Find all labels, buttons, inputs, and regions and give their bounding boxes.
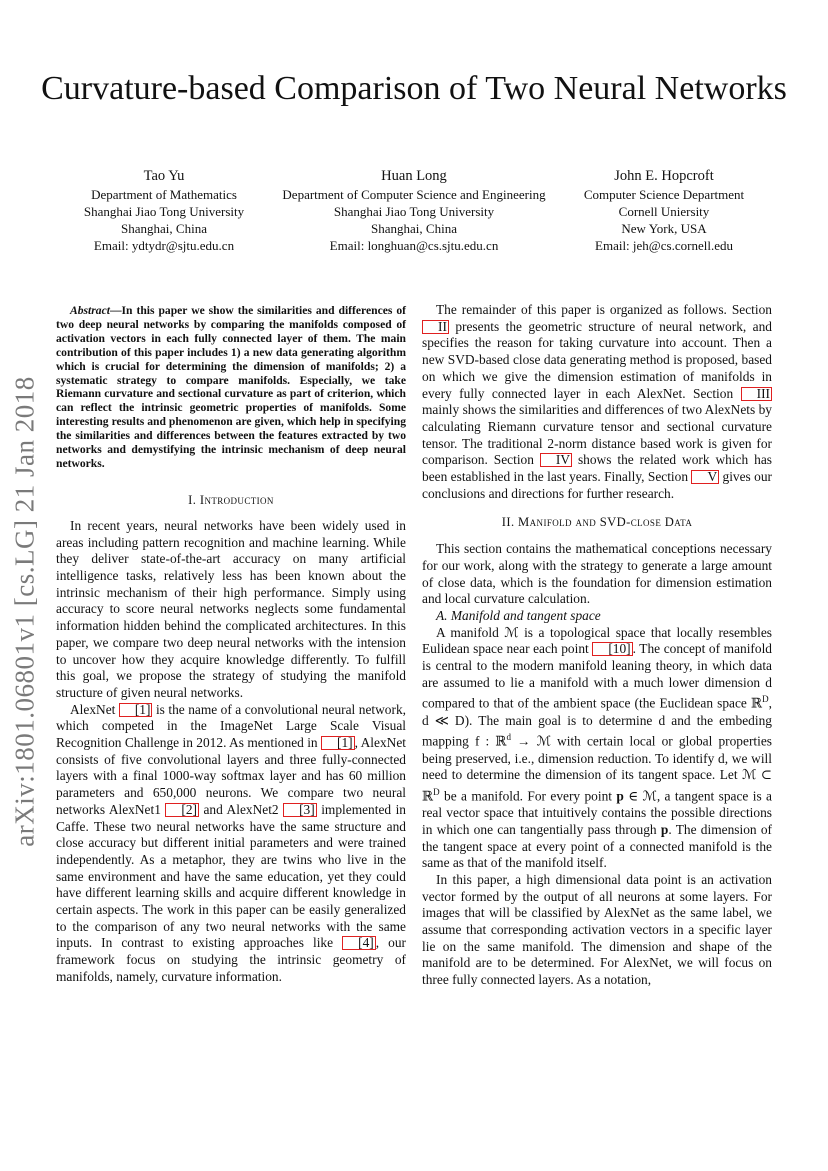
abstract-lead: Abstract xyxy=(70,304,110,317)
author-block-2 xyxy=(264,166,564,254)
author-org: Shanghai Jiao Tong University xyxy=(333,204,495,219)
subsection-heading: A. Manifold and tangent space xyxy=(436,607,601,623)
section-link[interactable]: II xyxy=(422,320,449,334)
author-dept: Department of Mathematics xyxy=(91,187,237,202)
manifold-paragraph: A manifold ℳ is a topological space that locally resembles Eulidean space near each point [10] . The concept of manifold is central to the modern manifold leaning theory, in which data are assumed to lie a manifold with a much lower dimension d compared to that of the ambient space (the Euclidean space ℝ$^D$, d ≪ D). The main goal is to determine d and the embeding mapping f : ℝ$^d$ → ℳ with certain local or global properties being preserved, i.e., dimension reduction. To identify d, we will need to determine the dimension of its tangent space. Let ℳ ⊂ ℝ$^D$ be a manifold. For every point p ∈ ℳ, a tangent space is a real vector space that intuitively contains the possible directions in which one can tangentially pass through p. The dimension of the tangent space at every point of a connected manifold is the same as that of the manifold itself. xyxy=(422,624,773,871)
intro-paragraph-1: In recent years, neural networks have been widely used in areas including pattern recognition and machine learning. While they deliver state-of-the-art accuracy on many artificial intelligence tasks, relatively less has been known about the intrinsic mechanism of their high performance. Simply using accuracy to score neural networks neglects some fundamental information hidden behind the complicated architectures. In this paper, we compare two deep neural networks with the intension to uncover how they acquire knowledge differently. To fulfill this goal, we propose the strategy of studying the manifold structure of given neural networks. xyxy=(56,517,406,700)
intro-paragraph-2: AlexNet [1] is the name of a convolutional neural network, which competed in the ImageNet Large Scale Visual Recognition Challenge in 2012. As mentioned in [1] , AlexNet consists of five convolutional layers and three fully-connected layers with a final 1000-way softmax layer and has 60 million parameters and 650,000 neurons. We compare two neural networks AlexNet1 [2] and AlexNet2 [3] implemented in Caffe. These two neural networks have the same structure and close accuracy but different initial parameters and were trained independently. As a metaphor, they are twins who live in the same environment and have the same education, yet they could have different learning skills and acquire different knowledge in certain aspects. The work in this paper can be easily generalized to the comparison of any two neural networks with the same inputs. In contrast to existing approaches like [4] , our framework focus on studying the intrinsic geometry of manifolds, namely, curvature information. xyxy=(56,701,407,984)
author-dept: Department of Computer Science and Engineering xyxy=(282,187,546,202)
section-heading-manifold: II. Manifold and SVD-close Data xyxy=(501,515,693,530)
author-name: Tao Yu xyxy=(143,168,185,184)
author-name: John E. Hopcroft xyxy=(614,168,714,184)
author-org: Shanghai Jiao Tong University xyxy=(83,204,245,219)
citation-link[interactable]: [2] xyxy=(165,803,199,817)
author-dept: Computer Science Department xyxy=(583,187,745,202)
section2-intro-paragraph: This section contains the mathematical conceptions necessary for our work, along with the strategy to generate a large amount of close data, which is the foundation for dimension estimation and local curvature calculation. xyxy=(422,541,772,607)
section-heading-introduction: I. Introduction xyxy=(188,492,274,507)
outline-paragraph: The remainder of this paper is organized as follows. Section II presents the geometric structure of neural network, and specifies the reason for taking curvature into account. Then a new SVD-based close data generating method is proposed, based on which we give the dimension estimation of manifolds in every fully connected layer in each AlexNet. Section III mainly shows the similarities and differences of two AlexNets by calculating Riemann curvature tensor and sectional curvature tensor. The traditional 2-norm distance based work is given for comparison. Section IV shows the related work which has been established in the last years. Finally, Section V gives our conclusions and directions for further research. xyxy=(422,302,773,501)
abstract-text: —In this paper we show the similarities and differences of two deep neural networks by comparing the manifolds composed of activation vectors in each fully connected layer of them. The main contribution of this paper includes 1) a new data generating algorithm which is crucial for determining the dimension of manifolds; 2) a systematic strategy to compare manifolds. Especially, we take Riemann curvature and sectional curvature as part of criterion, which can reflect the intrinsic geometric properties of manifolds. Some interesting results and phenomenon are given, which help in specifying the similarities and differences between the features extracted by two networks and demystifying the intrinsic mechanism of deep neural networks. xyxy=(56,304,406,470)
author-email: Email: ydtydr@sjtu.edu.cn xyxy=(93,238,235,253)
abstract xyxy=(56,304,406,471)
author-name: Huan Long xyxy=(381,168,447,184)
author-location: Shanghai, China xyxy=(121,221,207,236)
citation-link[interactable]: [3] xyxy=(283,803,317,817)
section-link[interactable]: IV xyxy=(540,453,572,467)
arxiv-sidebar-stamp: arXiv:1801.06801v1 [cs.LG] 21 Jan 2018 xyxy=(9,376,40,847)
activation-paragraph: In this paper, a high dimensional data point is an activation vector formed by the output of all neurons at some layers. For images that will be classified by AlexNet as the same label, we assume that corresponding activation vectors in a specific layer lie on the same manifold. The dimension and shape of the manifold are to be determined. For AlexNet, we will focus on three fully connected layers. As a notation, xyxy=(422,871,772,988)
citation-link[interactable]: [4] xyxy=(342,936,376,950)
citation-link[interactable]: [1] xyxy=(321,736,355,750)
author-block-1 xyxy=(64,166,264,254)
author-block-3 xyxy=(564,166,764,254)
author-org: Cornell Uniersity xyxy=(618,204,710,219)
citation-link[interactable]: [10] xyxy=(592,642,632,656)
author-location: Shanghai, China xyxy=(371,221,457,236)
left-column xyxy=(56,304,406,986)
author-email: Email: longhuan@cs.sjtu.edu.cn xyxy=(329,238,499,253)
citation-link[interactable]: [1] xyxy=(119,703,153,717)
author-email: Email: jeh@cs.cornell.edu xyxy=(595,238,733,253)
right-column xyxy=(422,302,772,989)
paper-title: Curvature-based Comparison of Two Neural Networks xyxy=(41,70,787,107)
section-link[interactable]: V xyxy=(691,470,719,484)
section-link[interactable]: III xyxy=(741,387,772,401)
author-location: New York, USA xyxy=(621,221,707,236)
